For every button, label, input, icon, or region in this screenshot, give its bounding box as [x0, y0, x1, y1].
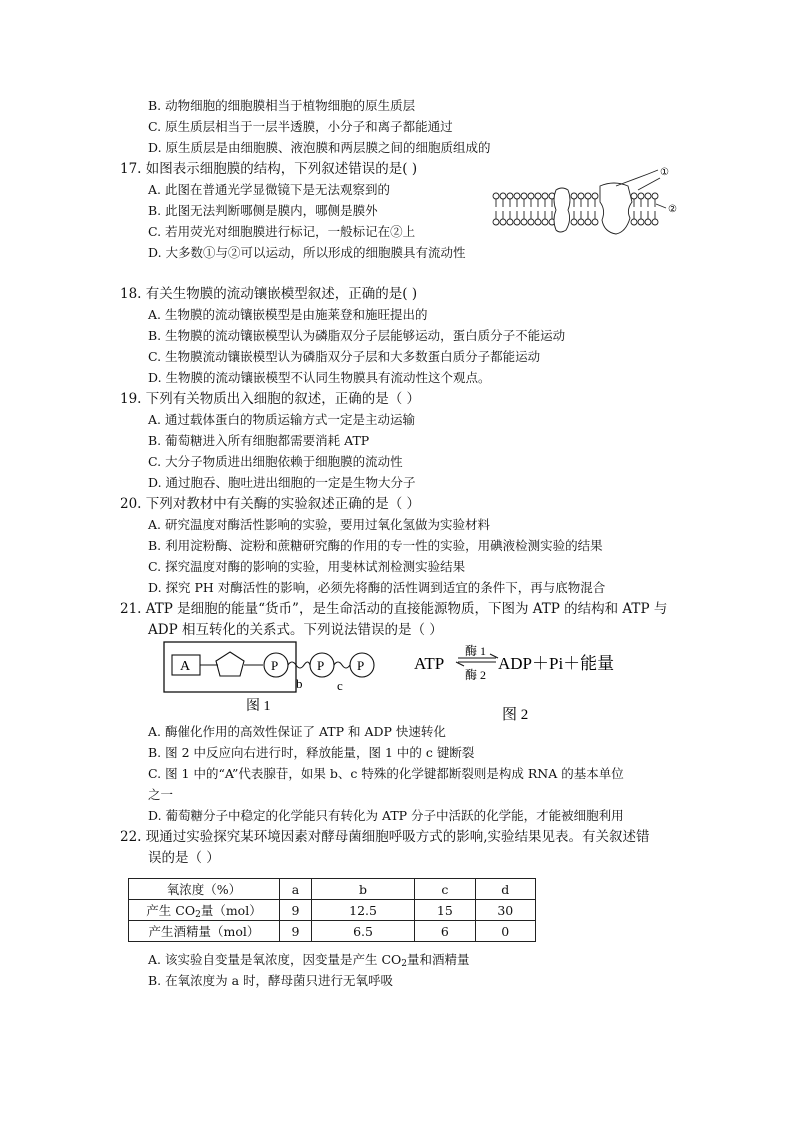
q22-stem-line1: 22. 现通过实验探究某环境因素对酵母菌细胞呼吸方式的影响,实验结果见表。有关叙述错	[120, 829, 650, 845]
phospholipid-top-row	[493, 193, 658, 199]
fig1-caption: 图 1	[246, 699, 271, 714]
q20-option-c: C. 探究温度对酶的影响的实验，用斐林试剂检测实验结果	[148, 559, 466, 574]
label-2: ②	[668, 204, 677, 215]
q21-option-b: B. 图 2 中反应向右进行时，释放能量，图 1 中的 c 键断裂	[148, 745, 475, 760]
q20-option-d: D. 探究 PH 对酶活性的影响，必须先将酶的活性调到适宜的条件下，再与底物混合	[148, 580, 606, 595]
fig2-caption: 图 2	[502, 707, 529, 723]
label-1: ①	[660, 167, 669, 178]
membrane-protein-left	[554, 188, 570, 232]
phosphate-1-label: P	[271, 658, 279, 673]
table-header-cell: b	[312, 879, 415, 900]
eq-products: ADP＋Pi＋能量	[498, 654, 615, 673]
q18-option-d: D. 生物膜的流动镶嵌模型不认同生物膜具有流动性这个观点。	[148, 370, 491, 385]
atp-structure-figure	[160, 638, 390, 718]
table-header-cell: c	[415, 879, 475, 900]
q22-stem-line2: 误的是（ ）	[148, 850, 220, 866]
q20-stem: 20. 下列对教材中有关酶的实验叙述正确的是（ ）	[120, 496, 421, 512]
q17-option-a: A. 此图在普通光学显微镜下是无法观察到的	[148, 182, 390, 197]
table-header-cell: 氧浓度（%）	[129, 879, 280, 900]
phospholipid-bottom-row	[493, 219, 658, 225]
q16-option-d: D. 原生质层是由细胞膜、液泡膜和两层膜之间的细胞质组成的	[148, 140, 491, 155]
bond-b-label: b	[296, 676, 303, 691]
q19-stem: 19. 下列有关物质出入细胞的叙述，正确的是（ ）	[120, 391, 421, 407]
eq-enzyme-1: 酶 1	[465, 644, 487, 658]
eq-enzyme-2: 酶 2	[465, 668, 487, 682]
table-cell: 15	[415, 900, 475, 921]
row-label-co2: 产生 $CO_2$量（mol）	[129, 900, 280, 921]
table-cell: 30	[475, 900, 535, 921]
q21-stem-line1: 21. ATP 是细胞的能量“货币”，是生命活动的直接能源物质，下图为 ATP 的结构和 ATP 与	[120, 601, 668, 617]
atp-adp-equation-figure	[410, 638, 650, 728]
q21-option-a: A. 酶催化作用的高效性保证了 ATP 和 ADP 快速转化	[148, 724, 446, 739]
bond-c-label: c	[337, 678, 343, 693]
phosphate-2-label: P	[317, 658, 325, 673]
q17-option-c: C. 若用荧光对细胞膜进行标记，一般标记在②上	[148, 224, 416, 239]
table-header-cell: a	[280, 879, 312, 900]
q19-option-c: C. 大分子物质进出细胞依赖于细胞膜的流动性	[148, 454, 403, 469]
q17-option-b: B. 此图无法判断哪侧是膜内，哪侧是膜外	[148, 203, 378, 218]
membrane-protein-right	[600, 183, 632, 234]
table-cell: 6.5	[312, 921, 415, 942]
high-energy-bond-b	[288, 662, 310, 668]
eq-atp: ATP	[414, 654, 445, 673]
q19-option-b: B. 葡萄糖进入所有细胞都需要消耗 ATP	[148, 433, 370, 448]
q18-stem: 18. 有关生物膜的流动镶嵌模型叙述，正确的是( )	[120, 286, 418, 302]
table-cell: 9	[280, 900, 312, 921]
ribose-pentagon	[216, 652, 244, 676]
adenine-label: A	[180, 659, 191, 674]
q22-option-a: A. 该实验自变量是氧浓度，因变量是产生 $CO_2$量和酒精量	[148, 952, 470, 969]
results-table	[128, 878, 536, 942]
q20-option-b: B. 利用淀粉酶、淀粉和蔗糖研究酶的作用的专一性的实验，用碘液检测实验的结果	[148, 538, 603, 553]
table-row-co2	[129, 900, 536, 921]
table-cell: 6	[415, 921, 475, 942]
table-cell: 12.5	[312, 900, 415, 921]
q17-stem: 17. 如图表示细胞膜的结构，下列叙述错误的是( )	[120, 161, 418, 177]
table-header-row	[129, 879, 536, 900]
q21-option-c-line1: C. 图 1 中的“A”代表腺苷，如果 b、c 特殊的化学键都断裂则是构成 RNA 的基本单位	[148, 766, 624, 781]
table-header-cell: d	[475, 879, 535, 900]
row-label-alcohol: 产生酒精量（mol）	[129, 921, 280, 942]
q19-option-a: A. 通过载体蛋白的物质运输方式一定是主动运输	[148, 412, 415, 427]
high-energy-bond-c	[334, 662, 350, 668]
q21-option-d: D. 葡萄糖分子中稳定的化学能只有转化为 ATP 分子中活跃的化学能，才能被细胞利用	[148, 808, 624, 823]
phosphate-3-label: P	[357, 658, 365, 673]
q16-option-c: C. 原生质层相当于一层半透膜，小分子和离子都能通过	[148, 119, 453, 134]
q17-option-d: D. 大多数①与②可以运动，所以形成的细胞膜具有流动性	[148, 245, 466, 260]
table-cell: 9	[280, 921, 312, 942]
q18-option-a: A. 生物膜的流动镶嵌模型是由施莱登和施旺提出的	[148, 307, 428, 322]
table-cell: 0	[475, 921, 535, 942]
q19-option-d: D. 通过胞吞、胞吐进出细胞的一定是生物大分子	[148, 475, 416, 490]
q16-option-b: B. 动物细胞的细胞膜相当于植物细胞的原生质层	[148, 98, 416, 113]
q18-option-b: B. 生物膜的流动镶嵌模型认为磷脂双分子层能够运动，蛋白质分子不能运动	[148, 328, 566, 343]
q20-option-a: A. 研究温度对酶活性影响的实验，要用过氧化氢做为实验材料	[148, 517, 490, 532]
cell-membrane-diagram	[488, 160, 688, 242]
q22-option-b: B. 在氧浓度为 a 时，酵母菌只进行无氧呼吸	[148, 973, 394, 988]
q18-option-c: C. 生物膜流动镶嵌模型认为磷脂双分子层和大多数蛋白质分子都能运动	[148, 349, 541, 364]
q21-stem-line2: ADP 相互转化的关系式。下列说法错误的是（ ）	[148, 622, 443, 638]
q21-option-c-line2: 之一	[148, 787, 174, 802]
table-row-alcohol	[129, 921, 536, 942]
